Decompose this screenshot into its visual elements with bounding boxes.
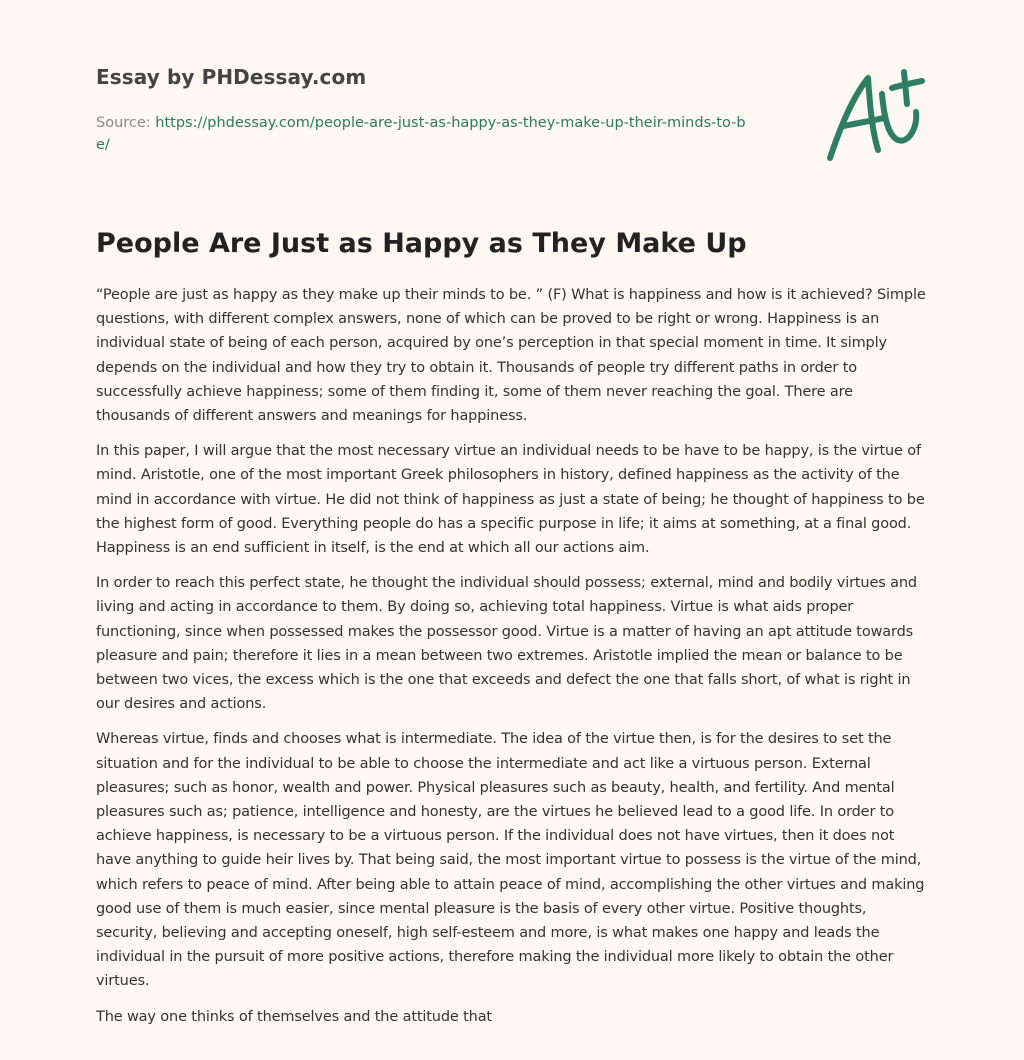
source-line xyxy=(96,112,756,156)
essay-paragraph: In this paper, I will argue that the most necessary virtue an individual needs to be have to be happy, is the virtue of mind. Aristotle, one of the most important Greek philosophers in history, defined happiness as the activity of the mind in accordance with virtue. He did not think of happiness as just a state of being; he thought of happiness to be the highest form of good. Everything people do has a specific purpose in life; it aims at something, at a final good. Happiness is an end sufficient in itself, is the end at which all our actions aim. xyxy=(96,443,925,557)
site-brand: Essay by PHDessay.com xyxy=(96,65,367,89)
essay-title: People Are Just as Happy as They Make Up xyxy=(96,228,747,259)
source-label: Source: xyxy=(96,115,151,131)
essay-paragraph: The way one thinks of themselves and the attitude that xyxy=(96,1008,492,1025)
essay-body xyxy=(96,283,926,1040)
essay-paragraph: “People are just as happy as they make up their minds to be. ” (F) What is happiness and how is it achieved? Simple questions, with different complex answers, none of which can be proved to be right or wrong. Happiness is an individual state of being of each person, acquired by one’s perception in that special moment in time. It simply depends on the individual and how they try to obtain it. Thousands of people try different paths in order to successfully achieve happiness; some of them finding it, some of them never reaching the goal. There are thousands of different answers and meanings for happiness. xyxy=(96,287,926,425)
a-plus-grade-icon xyxy=(824,66,928,166)
source-link[interactable]: https://phdessay.com/people-are-just-as-happy-as-they-make-up-their-minds-to-be/ xyxy=(96,115,746,153)
essay-paragraph: Whereas virtue, finds and chooses what is intermediate. The idea of the virtue then, is for the desires to set the situation and for the individual to be able to choose the intermediate and act like a virtuous person. External pleasures; such as honor, wealth and power. Physical pleasures such as beauty, health, and fertility. And mental pleasures such as; patience, intelligence and honesty, are the virtues he believed lead to a good life. In order to achieve happiness, is necessary to be a virtuous person. If the individual does not have virtues, then it does not have anything to guide heir lives by. That being said, the most important virtue to possess is the virtue of the mind, which refers to peace of mind. After being able to attain peace of mind, accomplishing the other virtues and making good use of them is much easier, since mental pleasure is the basis of every other virtue. Positive thoughts, security, believing and accepting oneself, high self-esteem and more, is what makes one happy and leads the individual in the pursuit of more positive actions, therefore making the individual more likely to obtain the other virtues. xyxy=(96,731,925,990)
essay-paragraph: In order to reach this perfect state, he thought the individual should possess; external, mind and bodily virtues and living and acting in accordance to them. By doing so, achieving total happiness. Virtue is what aids proper functioning, since when possessed makes the possessor good. Virtue is a matter of having an apt attitude towards pleasure and pain; therefore it lies in a mean between two extremes. Aristotle implied the mean or balance to be between two vices, the excess which is the one that exceeds and defect the one that falls short, of what is right in our desires and actions. xyxy=(96,575,917,713)
